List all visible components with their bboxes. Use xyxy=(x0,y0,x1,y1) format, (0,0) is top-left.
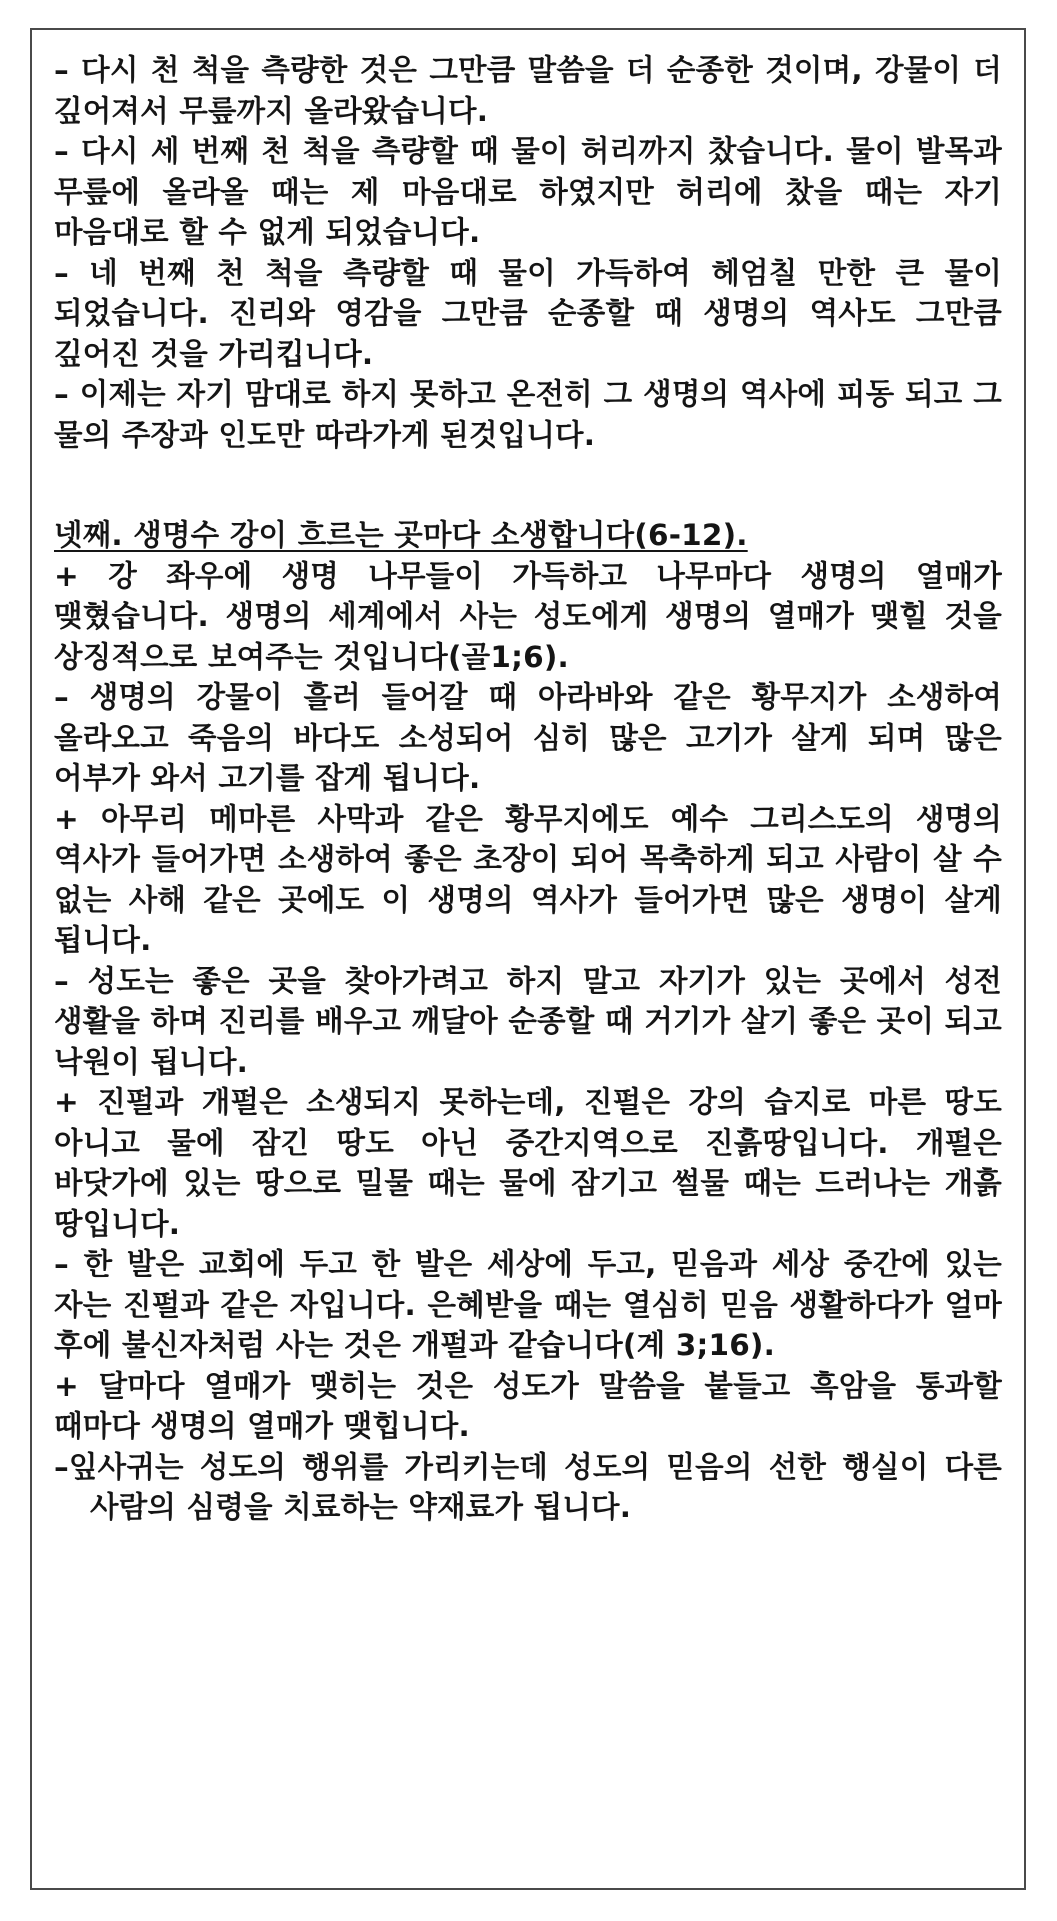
paragraph: – 이제는 자기 맘대로 하지 못하고 온전히 그 생명의 역사에 피동 되고 그 물의 주장과 인도만 따라가게 된것입니다. xyxy=(54,377,1002,452)
paragraph: –잎사귀는 성도의 행위를 가리키는데 성도의 믿음의 선한 행실이 다른 사람의 심령을 치료하는 약재료가 됩니다. xyxy=(54,1449,1002,1524)
paragraph: – 다시 세 번째 천 척을 측량할 때 물이 허리까지 찼습니다. 물이 발목과 무릎에 올라올 때는 제 마음대로 하였지만 허리에 찼을 때는 자기 마음대로 할 수 없게 되었습니다. xyxy=(54,134,1002,249)
paragraph: – 한 발은 교회에 두고 한 발은 세상에 두고, 믿음과 세상 중간에 있는 자는 진펄과 같은 자입니다. 은혜받을 때는 열심히 믿음 생활하다가 얼마 후에 불신자처럼 사는 것은 개펄과 같습니다(계 3;16). xyxy=(54,1247,1002,1362)
section-spacer xyxy=(54,455,1002,515)
paragraph: – 생명의 강물이 흘러 들어갈 때 아라바와 같은 황무지가 소생하여 올라오고 죽음의 바다도 소성되어 심히 많은 고기가 살게 되며 많은 어부가 와서 고기를 잡게 됩니다. xyxy=(54,680,1002,795)
paragraph: – 다시 천 척을 측량한 것은 그만큼 말씀을 더 순종한 것이며, 강물이 더 깊어져서 무릎까지 올라왔습니다. xyxy=(54,53,1002,128)
document-body xyxy=(54,50,1002,1528)
paragraph: – 성도는 좋은 곳을 찾아가려고 하지 말고 자기가 있는 곳에서 성전 생활을 하며 진리를 배우고 깨달아 순종할 때 거기가 살기 좋은 곳이 되고 낙원이 됩니다. xyxy=(54,963,1002,1079)
page-border xyxy=(30,28,1026,1890)
paragraph: – 네 번째 천 척을 측량할 때 물이 가득하여 헤엄칠 만한 큰 물이 되었습니다. 진리와 영감을 그만큼 순종할 때 생명의 역사도 그만큼 깊어진 것을 가리킵니다. xyxy=(54,255,1002,371)
paragraph: + 진펄과 개펄은 소생되지 못하는데, 진펄은 강의 습지로 마른 땅도 아니고 물에 잠긴 땅도 아닌 중간지역으로 진흙땅입니다. 개펄은 바닷가에 있는 땅으로 밀물 때는 물에 잠기고 썰물 때는 드러나는 개흙 땅입니다. xyxy=(54,1085,1002,1241)
paragraph: + 강 좌우에 생명 나무들이 가득하고 나무마다 생명의 열매가 맺혔습니다. 생명의 세계에서 사는 성도에게 생명의 열매가 맺힐 것을 상징적으로 보여주는 것입니다(골1;6). xyxy=(54,558,1002,674)
paragraph: + 아무리 메마른 사막과 같은 황무지에도 예수 그리스도의 생명의 역사가 들어가면 소생하여 좋은 초장이 되어 목축하게 되고 사람이 살 수 없는 사해 같은 곳에도 이 생명의 역사가 들어가면 많은 생명이 살게 됩니다. xyxy=(54,801,1002,957)
section-heading: 넷째. 생명수 강이 흐르는 곳마다 소생합니다(6-12). xyxy=(54,518,748,552)
paragraph: + 달마다 열매가 맺히는 것은 성도가 말씀을 붙들고 흑암을 통과할 때마다 생명의 열매가 맺힙니다. xyxy=(54,1368,1002,1443)
